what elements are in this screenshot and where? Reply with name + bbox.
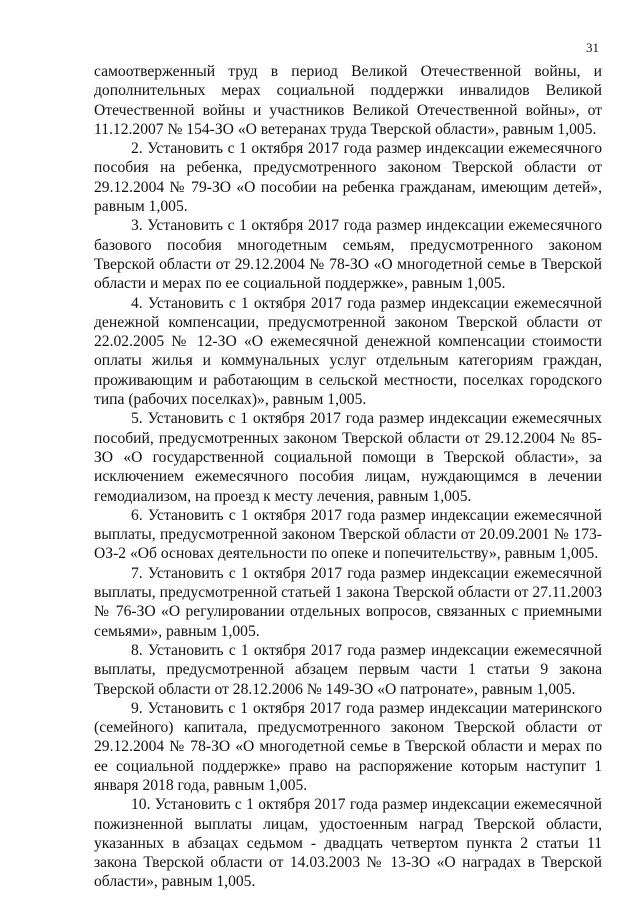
document-body bbox=[94, 62, 602, 892]
page-number: 31 bbox=[586, 40, 599, 55]
paragraph-item-2: 2. Установить с 1 октября 2017 года размер индексации ежемесячного пособия на ребенка, предусмотренного законом Тверской области от 29.12.2004 № 79-ЗО «О пособии на ребенка гражданам, имеющим детей», равным 1,005. bbox=[94, 140, 602, 216]
paragraph-item-9: 9. Установить с 1 октября 2017 года размер индексации материнского (семейного) капитала, предусмотренного законом Тверской области от 29.12.2004 № 78-ЗО «О многодетной семье в Тверской области и мерах по ее социальной поддержке» право на распоряжение которым наступит 1 января 2018 года, равным 1,005. bbox=[94, 699, 602, 794]
paragraph-continuation: самоотверженный труд в период Великой Отечественной войны, и дополнительных мерах социальной поддержки инвалидов Великой Отечественной войны и участников Великой Отечественной войны», от 11.12.2007 № 154-ЗО «О ветеранах труда Тверской области», равным 1,005. bbox=[94, 63, 602, 138]
paragraph-item-8: 8. Установить с 1 октября 2017 года размер индексации ежемесячной выплаты, предусмотренной абзацем первым части 1 статьи 9 закона Тверской области от 28.12.2006 № 149-ЗО «О патронате», равным 1,005. bbox=[94, 641, 602, 698]
paragraph-item-5: 5. Установить с 1 октября 2017 года размер индексации ежемесячных пособий, предусмотренных законом Тверской области от 29.12.2004 № 85-ЗО «О государственной социальной помощи в Тверской области», за исключением ежемесячного пособия лицам, нуждающимся в лечении гемодиализом, на проезд к месту лечения, равным 1,005. bbox=[94, 410, 602, 505]
paragraph-item-4: 4. Установить с 1 октября 2017 года размер индексации ежемесячной денежной компенсации, предусмотренной законом Тверской области от 22.02.2005 № 12-ЗО «О ежемесячной денежной компенсации стоимости оплаты жилья и коммунальных услуг отдельным категориям граждан, проживающим и работающим в сельской местности, поселках городского типа (рабочих поселках)», равным 1,005. bbox=[94, 294, 602, 409]
paragraph-item-10: 10. Установить с 1 октября 2017 года размер индексации ежемесячной пожизненной выплаты лицам, удостоенным наград Тверской области, указанных в абзацах седьмом - двадцать четвертом пункта 2 статьи 11 закона Тверской области от 14.03.2003 № 13-ЗО «О наградах в Тверской области», равным 1,005. bbox=[94, 796, 602, 891]
paragraph-item-7: 7. Установить с 1 октября 2017 года размер индексации ежемесячной выплаты, предусмотренной статьей 1 закона Тверской области от 27.11.2003 № 76-ЗО «О регулировании отдельных вопросов, связанных с приемными семьями», равным 1,005. bbox=[94, 564, 602, 640]
paragraph-item-6: 6. Установить с 1 октября 2017 года размер индексации ежемесячной выплаты, предусмотренной законом Тверской области от 20.09.2001 № 173-ОЗ-2 «Об основах деятельности по опеке и попечительству», равным 1,005. bbox=[94, 506, 602, 563]
paragraph-item-3: 3. Установить с 1 октября 2017 года размер индексации ежемесячного базового пособия многодетным семьям, предусмотренного законом Тверской области от 29.12.2004 № 78-ЗО «О многодетной семье в Тверской области и мерах по ее социальной поддержке», равным 1,005. bbox=[94, 217, 602, 293]
